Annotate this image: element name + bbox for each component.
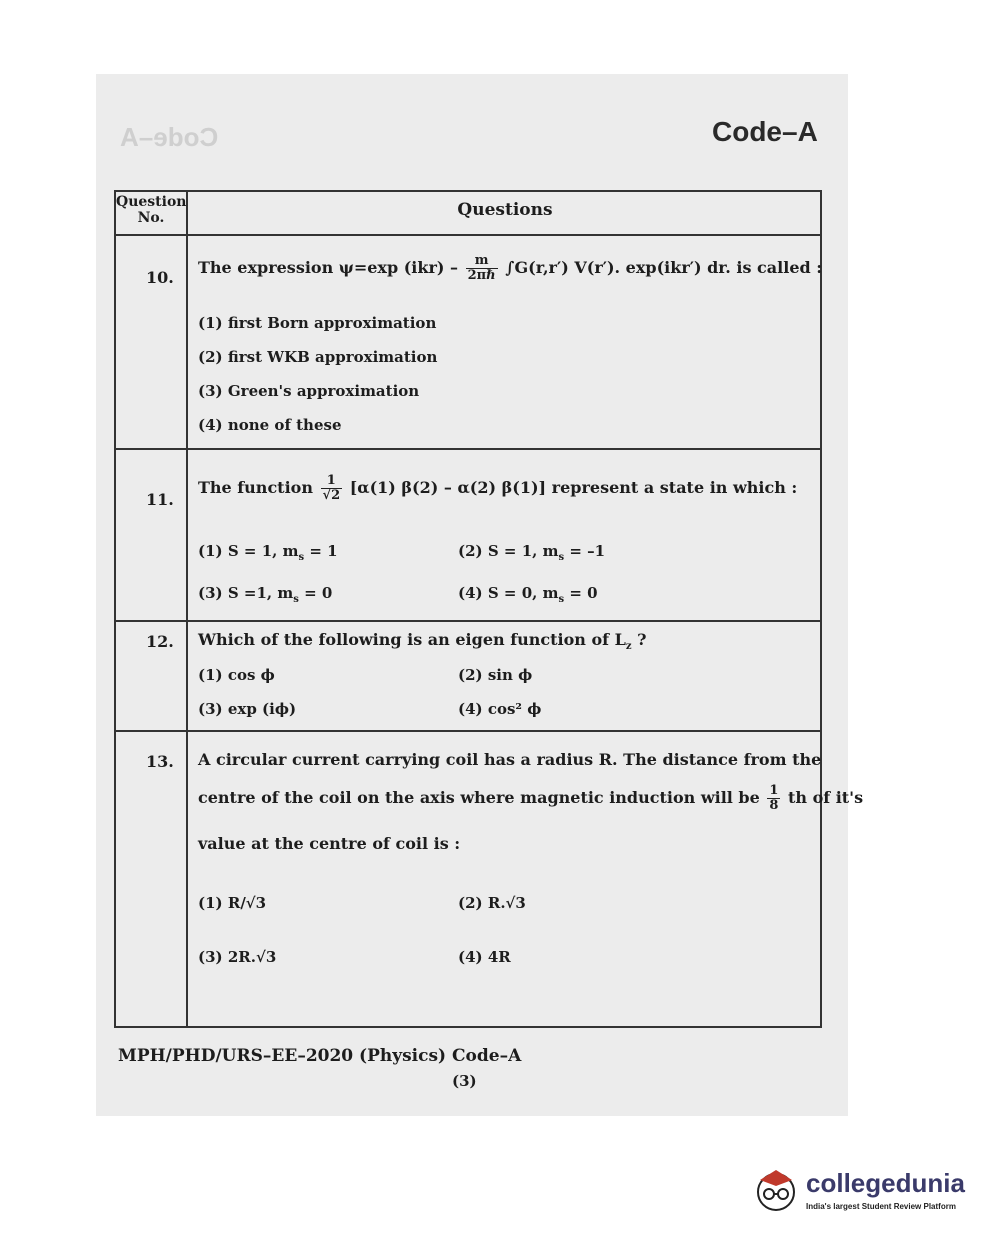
- fraction-numerator: m: [466, 254, 498, 269]
- bleed-through-code: Code–A: [120, 122, 219, 152]
- question-text-line: [198, 784, 863, 813]
- option: (1) first Born approximation: [198, 314, 437, 332]
- option: (4) 4R: [458, 948, 511, 966]
- column-divider: [186, 192, 188, 1026]
- question-table: [114, 190, 864, 1028]
- brand-tagline: India's largest Student Review Platform: [806, 1202, 956, 1211]
- option: (4) none of these: [198, 416, 342, 434]
- question-number: 13.: [146, 752, 174, 771]
- option: (2) first WKB approximation: [198, 348, 438, 366]
- question-text-part: th of it's: [787, 788, 864, 807]
- question-text: [198, 254, 822, 283]
- question-text: [198, 474, 797, 503]
- option: (4) cos² ϕ: [458, 700, 542, 718]
- fraction: [767, 784, 780, 813]
- brand-name: collegedunia: [806, 1168, 965, 1198]
- question-subscript: z: [625, 641, 632, 653]
- option-text: (2) S = 1, m: [458, 542, 559, 560]
- option-subscript: s: [558, 594, 565, 605]
- question-number: 12.: [146, 632, 174, 651]
- question-text-part: Which of the following is an eigen function of L: [198, 630, 626, 649]
- row-rule: [116, 620, 820, 622]
- question-text-part: ?: [637, 630, 647, 649]
- column-header-no: Question No.: [116, 194, 187, 226]
- question-text-part: ∫G(r,r′) V(r′). exp(ikr′) dr. is called :: [505, 258, 823, 277]
- fraction-numerator: 1: [321, 474, 343, 489]
- option-text: (4) S = 0, m: [458, 584, 559, 602]
- fraction-denominator: √2: [322, 488, 341, 503]
- question-text-part: The expression ψ=exp (ikr) –: [198, 258, 459, 277]
- option-value: = 0: [304, 584, 333, 602]
- option-value: = –1: [569, 542, 606, 560]
- question-text: [198, 630, 646, 652]
- option: [458, 542, 605, 563]
- page-number: (3): [452, 1072, 477, 1090]
- option: (2) R.√3: [458, 894, 526, 912]
- header-rule: [116, 234, 820, 236]
- question-number: 10.: [146, 268, 174, 287]
- option-subscript: s: [293, 594, 299, 605]
- exam-footer: MPH/PHD/URS–EE–2020 (Physics) Code–A: [118, 1046, 522, 1066]
- option-text: (3) S =1, m: [198, 584, 294, 602]
- question-text-part: [α(1) β(2) – α(2) β(1)] represent a state in which :: [349, 478, 798, 497]
- row-rule: [116, 730, 820, 732]
- option: (3) 2R.√3: [198, 948, 277, 966]
- option: (2) sin ϕ: [458, 666, 533, 684]
- fraction: [466, 254, 498, 283]
- option-subscript: s: [298, 552, 305, 563]
- fraction-denominator: 8: [769, 798, 779, 813]
- option-text: (1) S = 1, m: [198, 542, 299, 560]
- code-label: Code–A: [712, 116, 818, 147]
- fraction-denominator: 2πℏ: [467, 268, 496, 283]
- question-text-part: The function: [198, 478, 313, 497]
- question-text-line: A circular current carrying coil has a radius R. The distance from the: [198, 750, 822, 769]
- option-value: = 0: [569, 584, 598, 602]
- option: (3) Green's approximation: [198, 382, 420, 400]
- option: (1) cos ϕ: [198, 666, 275, 684]
- row-rule: [116, 448, 820, 450]
- question-text-part: centre of the coil on the axis where magnetic induction will be: [198, 788, 760, 807]
- fraction: [321, 474, 343, 503]
- option-subscript: s: [558, 552, 565, 563]
- column-header-questions: Questions: [457, 200, 553, 220]
- option: (1) R/√3: [198, 894, 267, 912]
- fraction-numerator: 1: [769, 783, 779, 798]
- option: [198, 542, 338, 563]
- option-value: = 1: [309, 542, 338, 560]
- option: (3) exp (iϕ): [198, 700, 297, 718]
- option: [458, 584, 598, 605]
- question-text-line: value at the centre of coil is :: [198, 834, 461, 853]
- question-number: 11.: [146, 490, 174, 509]
- option: [198, 584, 332, 605]
